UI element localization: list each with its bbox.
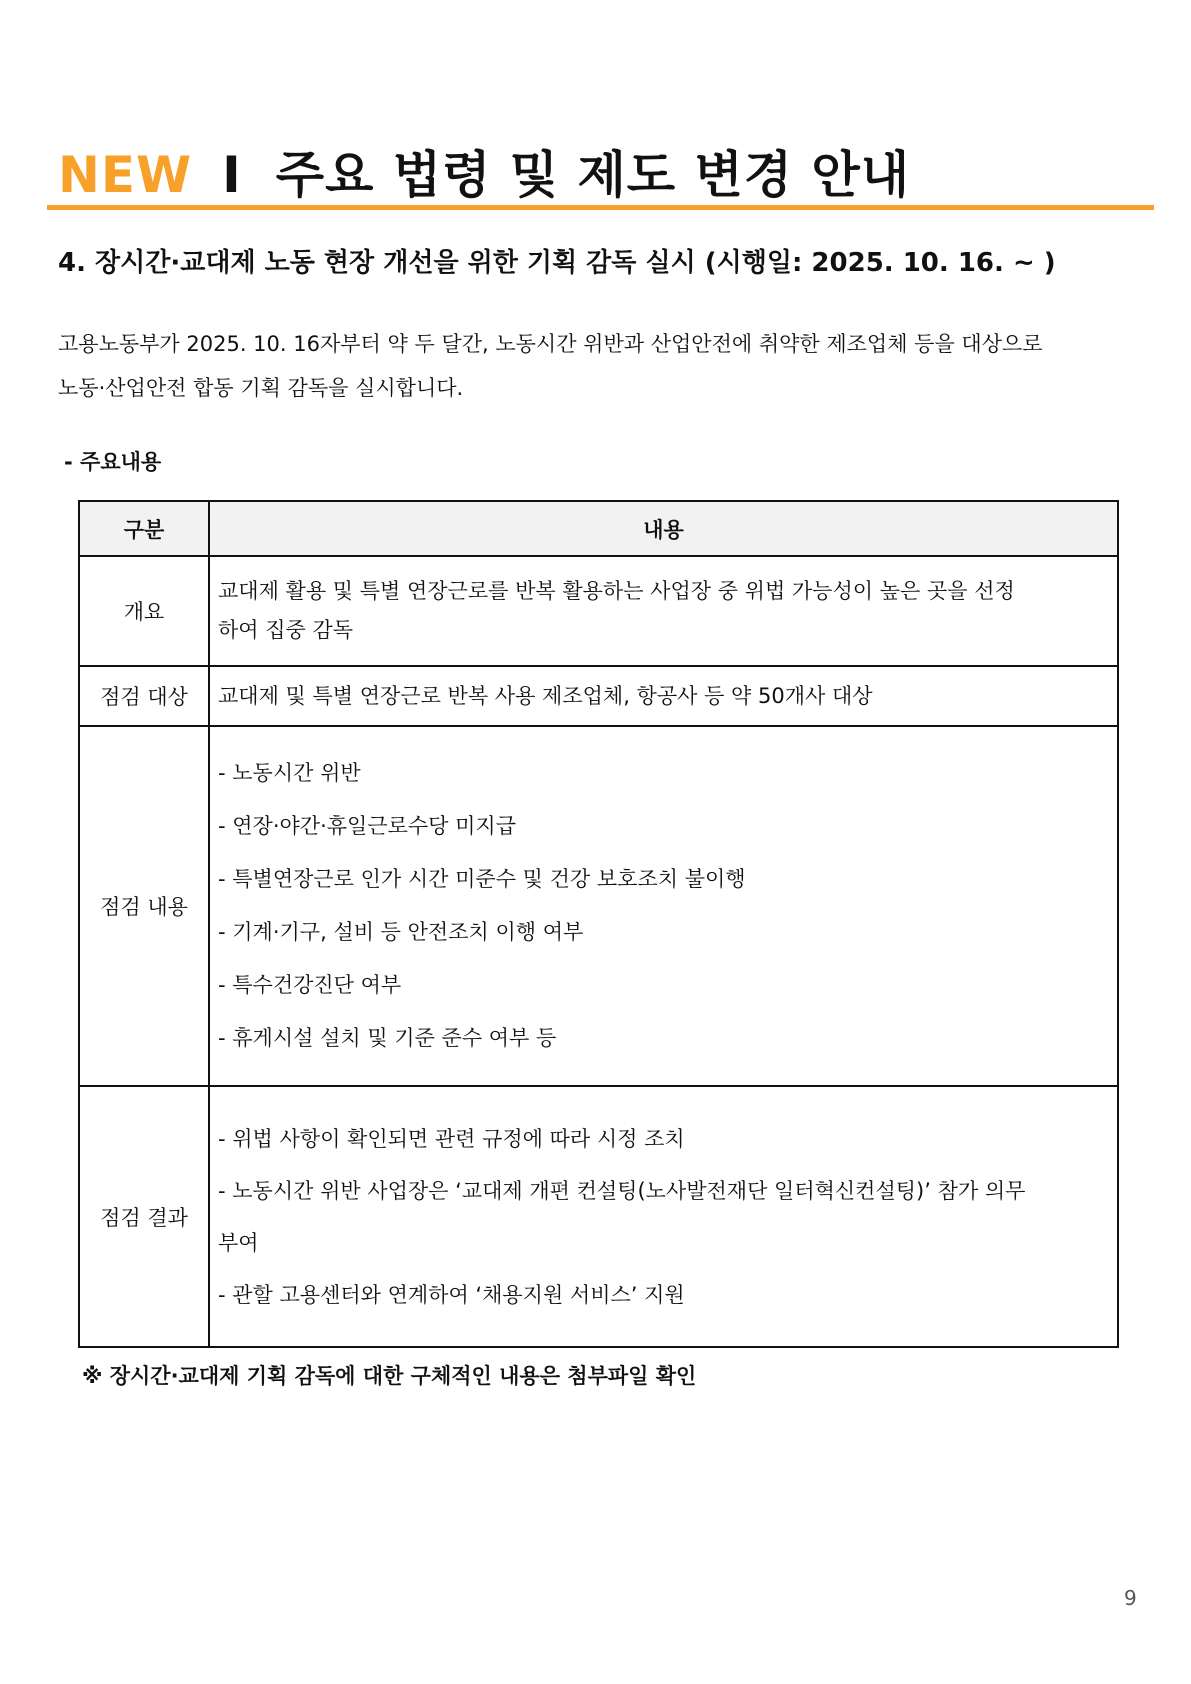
list-item: - 기계·기구, 설비 등 안전조치 이행 여부 [218,920,584,944]
list-item: 부여 [218,1230,259,1255]
list-item: - 특별연장근로 인가 시간 미준수 및 건강 보호조치 불이행 [218,867,746,891]
row-category: 점검 대상 [79,666,209,726]
page-number: 9 [1124,1586,1137,1610]
table-row [79,1086,1118,1347]
table-row [79,556,1118,666]
row-category: 점검 내용 [79,726,209,1086]
content-line: 하여 집중 감독 [218,618,354,642]
list-item: - 위법 사항이 확인되면 관련 규정에 따라 시정 조치 [218,1126,685,1151]
page-header [58,135,910,207]
row-content [209,666,1118,726]
list-item: - 휴게시설 설치 및 기준 준수 여부 등 [218,1026,557,1050]
list-item: - 특수건강진단 여부 [218,973,402,997]
row-content [209,726,1118,1086]
table-header-row [79,501,1118,556]
intro-paragraph [58,322,1138,410]
list-item: - 연장·야간·휴일근로수당 미지급 [218,814,516,838]
page-title: 주요 법령 및 제도 변경 안내 [275,146,911,204]
intro-line: 노동·산업안전 합동 기획 감독을 실시합니다. [58,376,464,400]
column-header-content: 내용 [209,501,1118,556]
bullet-list [218,747,1109,1065]
list-item: - 노동시간 위반 사업장은 ‘교대제 개편 컨설팅(노사발전재단 일터혁신컨설팅)’ 참가 의무 [218,1178,1026,1203]
table-row [79,726,1118,1086]
column-header-category: 구분 [79,501,209,556]
section-title: 4. 장시간·교대제 노동 현장 개선을 위한 기획 감독 실시 (시행일: 2025. 10. 16. ~ ) [58,248,1056,278]
new-label: NEW [58,146,193,204]
content-line: 교대제 활용 및 특별 연장근로를 반복 활용하는 사업장 중 위법 가능성이 높은 곳을 선정 [218,579,1015,603]
list-item: - 노동시간 위반 [218,761,361,785]
list-item: - 관할 고용센터와 연계하여 ‘채용지원 서비스’ 지원 [218,1282,685,1307]
row-category: 개요 [79,556,209,666]
content-table [78,500,1119,1348]
row-category: 점검 결과 [79,1086,209,1347]
sub-heading: - 주요내용 [64,450,162,474]
footnote: ※ 장시간·교대제 기획 감독에 대한 구체적인 내용은 첨부파일 확인 [82,1364,697,1388]
intro-line: 고용노동부가 2025. 10. 16자부터 약 두 달간, 노동시간 위반과 산업안전에 취약한 제조업체 등을 대상으로 [58,332,1043,356]
row-content [209,556,1118,666]
row-content [209,1086,1118,1347]
header-separator: I [222,146,242,204]
table-row [79,666,1118,726]
bullet-list [218,1113,1109,1321]
header-divider [47,205,1154,210]
content-line: 교대제 및 특별 연장근로 반복 사용 제조업체, 항공사 등 약 50개사 대상 [218,683,873,708]
